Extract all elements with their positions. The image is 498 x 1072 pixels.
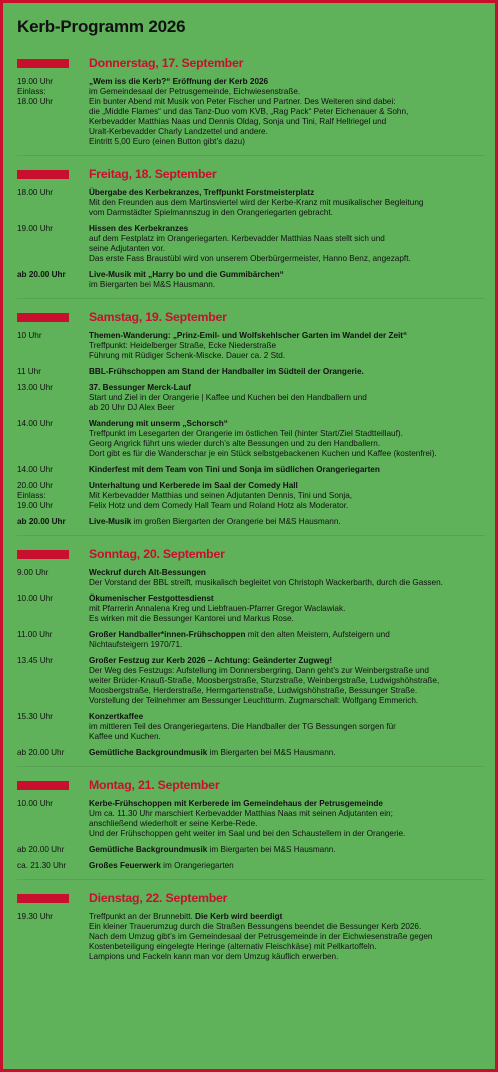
event-text: weiter Brüder-Knauß-Straße, Moosbergstraße, Sturzstraße, Weinbergstraße, Ludwigshöhstraße, bbox=[89, 676, 440, 685]
event-text: Nichtaufsteigern 1970/71. bbox=[89, 640, 183, 649]
event-description bbox=[89, 799, 485, 839]
event-line bbox=[89, 614, 485, 624]
event-line bbox=[89, 280, 485, 290]
event-text: im mittleren Teil des Orangeriegartens. Die Handballer der TG Bessungen sorgen für bbox=[89, 722, 396, 731]
event-line bbox=[89, 419, 485, 429]
event-time: 18.00 Uhr bbox=[17, 188, 53, 197]
event-time: 10 Uhr bbox=[17, 331, 42, 340]
event-line bbox=[89, 922, 485, 932]
event-description bbox=[89, 383, 485, 413]
event-description bbox=[89, 331, 485, 361]
event-time: 9.00 Uhr bbox=[17, 568, 49, 577]
event-text: Treffpunkt: Heidelberger Straße, Ecke Niederstraße bbox=[89, 341, 277, 350]
event-line bbox=[89, 341, 485, 351]
program-panel bbox=[3, 3, 495, 1069]
day-header bbox=[17, 307, 485, 327]
event-line bbox=[89, 517, 485, 527]
event-text: im großen Biergarten der Orangerie bei M&S Hausmann. bbox=[131, 517, 341, 526]
event-row bbox=[17, 912, 485, 962]
event-highlight: Gemütliche Backgroundmusik bbox=[89, 748, 208, 757]
red-bar-marker bbox=[17, 894, 69, 903]
event-line bbox=[89, 686, 485, 696]
day-section bbox=[17, 53, 485, 147]
event-time: 19.30 Uhr bbox=[17, 912, 53, 921]
event-line bbox=[89, 198, 485, 208]
red-bar-marker bbox=[17, 781, 69, 790]
event-text: Und der Frühschoppen geht weiter im Saal und bei den Schaustellern in der Orangerie. bbox=[89, 829, 406, 838]
red-bar-marker bbox=[17, 313, 69, 322]
event-text: Führung mit Rüdiger Schenk-Miscke. Dauer ca. 2 Std. bbox=[89, 351, 286, 360]
day-title: Sonntag, 20. September bbox=[89, 547, 225, 561]
event-text: im Gemeindesaal der Petrusgemeinde, Eichwiesenstraße. bbox=[89, 87, 301, 96]
event-line bbox=[89, 97, 485, 107]
event-row bbox=[17, 383, 485, 413]
event-line bbox=[89, 383, 485, 393]
event-time: 11.00 Uhr bbox=[17, 630, 53, 639]
event-description bbox=[89, 77, 485, 147]
event-line bbox=[89, 465, 485, 475]
event-line bbox=[89, 393, 485, 403]
event-line bbox=[89, 270, 485, 280]
event-line bbox=[89, 501, 485, 511]
event-text: ab 20 Uhr DJ Alex Beer bbox=[89, 403, 175, 412]
section-divider bbox=[17, 155, 485, 156]
event-line bbox=[89, 952, 485, 962]
event-text: Es wirken mit die Bessunger Kantorei und Markus Rose. bbox=[89, 614, 294, 623]
day-title: Donnerstag, 17. September bbox=[89, 56, 244, 70]
day-section bbox=[17, 888, 485, 962]
event-row bbox=[17, 712, 485, 742]
event-text: mit den alten Meistern, Aufsteigern und bbox=[245, 630, 390, 639]
event-line bbox=[89, 809, 485, 819]
event-row bbox=[17, 748, 485, 758]
event-line bbox=[89, 732, 485, 742]
event-text: Dort gibt es für die Wanderschar je ein Stück selbstgebackenen Kuchen und Kaffee (kostenfrei). bbox=[89, 449, 437, 458]
event-line bbox=[89, 244, 485, 254]
event-row bbox=[17, 481, 485, 511]
event-text: Das erste Fass Braustübl wird von unserem Oberbürgermeister, Hanno Benz, angezapft. bbox=[89, 254, 411, 263]
event-line bbox=[89, 819, 485, 829]
event-text: Treffpunkt im Lesegarten der Orangerie im östlichen Teil (hinter Start/Ziel Stadtteillauf). bbox=[89, 429, 403, 438]
event-text: Eintritt 5,00 Euro (einen Button gibt’s dazu) bbox=[89, 137, 245, 146]
event-line bbox=[89, 127, 485, 137]
event-time: 15.30 Uhr bbox=[17, 712, 53, 721]
event-text: im Biergarten bei M&S Hausmann. bbox=[207, 748, 336, 757]
event-line bbox=[89, 234, 485, 244]
section-divider bbox=[17, 298, 485, 299]
event-text: vom Darmstädter Spielmannszug in den Orangeriegarten gebracht. bbox=[89, 208, 333, 217]
event-time: 14.00 Uhr bbox=[17, 465, 53, 474]
event-row bbox=[17, 861, 485, 871]
event-line bbox=[89, 137, 485, 147]
event-row bbox=[17, 224, 485, 264]
event-time: 10.00 Uhr bbox=[17, 594, 53, 603]
event-description bbox=[89, 465, 485, 475]
event-highlight: Konzertkaffee bbox=[89, 712, 144, 721]
event-text: Kaffee und Kuchen. bbox=[89, 732, 161, 741]
event-highlight: Weckruf durch Alt-Bessungen bbox=[89, 568, 206, 577]
day-title: Freitag, 18. September bbox=[89, 167, 217, 181]
event-text: Ein bunter Abend mit Musik von Peter Fischer und Partner. Des Weiteren sind dabei: bbox=[89, 97, 396, 106]
event-line bbox=[89, 656, 485, 666]
event-row bbox=[17, 270, 485, 290]
event-row bbox=[17, 419, 485, 459]
event-line bbox=[89, 254, 485, 264]
event-line bbox=[89, 594, 485, 604]
day-header bbox=[17, 164, 485, 184]
day-section bbox=[17, 775, 485, 871]
event-line bbox=[89, 449, 485, 459]
event-row bbox=[17, 77, 485, 147]
event-description bbox=[89, 861, 485, 871]
event-line bbox=[89, 367, 485, 377]
event-line bbox=[89, 712, 485, 722]
event-text: Mit den Freunden aus dem Martinsviertel wird der Kerbe-Kranz mit musikalischer Begleitung bbox=[89, 198, 424, 207]
event-highlight: 37. Bessunger Merck-Lauf bbox=[89, 383, 191, 392]
event-text: Georg Angrick führt uns wieder durch’s alte Bessungen und zu den Handballern. bbox=[89, 439, 381, 448]
event-text: Start und Ziel in der Orangerie | Kaffee und Kuchen bei den Handballern und bbox=[89, 393, 367, 402]
event-text: Lampions und Fackeln kann man vor dem Umzug käuflich erwerben. bbox=[89, 952, 339, 961]
event-line bbox=[89, 666, 485, 676]
day-header bbox=[17, 888, 485, 908]
event-description bbox=[89, 481, 485, 511]
event-highlight: Gemütliche Backgroundmusik bbox=[89, 845, 208, 854]
red-bar-marker bbox=[17, 550, 69, 559]
event-row bbox=[17, 465, 485, 475]
day-list bbox=[17, 53, 485, 962]
event-line bbox=[89, 861, 485, 871]
event-time: ca. 21.30 Uhr bbox=[17, 861, 67, 870]
event-highlight: Kerbe-Frühschoppen mit Kerberede im Gemeindehaus der Petrusgemeinde bbox=[89, 799, 383, 808]
event-line bbox=[89, 722, 485, 732]
event-highlight: Die Kerb wird beerdigt bbox=[195, 912, 283, 921]
event-description bbox=[89, 367, 485, 377]
event-line bbox=[89, 604, 485, 614]
event-time: 14.00 Uhr bbox=[17, 419, 53, 428]
event-highlight: Großer Handballer*innen-Frühschoppen bbox=[89, 630, 246, 639]
event-highlight: Wanderung mit unserm „Schorsch“ bbox=[89, 419, 228, 428]
event-time: 19.00 Uhr Einlass: 18.00 Uhr bbox=[17, 77, 53, 106]
event-line bbox=[89, 224, 485, 234]
event-line bbox=[89, 188, 485, 198]
event-line bbox=[89, 87, 485, 97]
day-title: Montag, 21. September bbox=[89, 778, 220, 792]
event-row bbox=[17, 630, 485, 650]
event-description bbox=[89, 912, 485, 962]
event-line bbox=[89, 676, 485, 686]
event-time: ab 20.00 Uhr bbox=[17, 517, 66, 526]
event-line bbox=[89, 77, 485, 87]
event-text: Nach dem Umzug gibt’s im Gemeindesaal der Petrusgemeinde in der Eichwiesenstraße gegen bbox=[89, 932, 433, 941]
event-row bbox=[17, 517, 485, 527]
event-text: Treffpunkt an der Brunnebitt. bbox=[89, 912, 196, 921]
section-divider bbox=[17, 766, 485, 767]
event-highlight: Live-Musik bbox=[89, 517, 132, 526]
event-line bbox=[89, 331, 485, 341]
event-row bbox=[17, 799, 485, 839]
event-text: anschließend wiederholt er seine Kerbe-Rede. bbox=[89, 819, 258, 828]
event-time: 19.00 Uhr bbox=[17, 224, 53, 233]
day-header bbox=[17, 775, 485, 795]
event-description bbox=[89, 517, 485, 527]
event-line bbox=[89, 912, 485, 922]
event-highlight: BBL-Frühschoppen am Stand der Handballer im Südteil der Orangerie. bbox=[89, 367, 364, 376]
event-line bbox=[89, 630, 485, 640]
event-text: Vorstellung der Teilnehmer am Bessunger Leuchtturm. Zugmarschall: Wolfgang Emmerich. bbox=[89, 696, 419, 705]
event-highlight: Ökumenischer Festgottesdienst bbox=[89, 594, 214, 603]
event-line bbox=[89, 932, 485, 942]
event-highlight: Themen-Wanderung: „Prinz-Emil- und Wolfskehlscher Garten im Wandel der Zeit“ bbox=[89, 331, 408, 340]
event-line bbox=[89, 640, 485, 650]
event-highlight: „Wem iss die Kerb?“ Eröffnung der Kerb 2026 bbox=[89, 77, 269, 86]
event-line bbox=[89, 748, 485, 758]
event-text: seine Adjutanten vor. bbox=[89, 244, 166, 253]
event-row bbox=[17, 188, 485, 218]
event-text: auf dem Festplatz im Orangeriegarten. Kerbevadder Matthias Naas stellt sich und bbox=[89, 234, 385, 243]
event-description bbox=[89, 568, 485, 588]
event-text: Der Vorstand der BBL streift, musikalisch begleitet von Christoph Wackerbarth, durch die Gassen. bbox=[89, 578, 443, 587]
event-line bbox=[89, 942, 485, 952]
event-line bbox=[89, 481, 485, 491]
event-row bbox=[17, 656, 485, 706]
event-time: 13.00 Uhr bbox=[17, 383, 53, 392]
event-line bbox=[89, 429, 485, 439]
event-line bbox=[89, 117, 485, 127]
event-highlight: Großer Festzug zur Kerb 2026 – Achtung: Geänderter Zugweg! bbox=[89, 656, 333, 665]
event-highlight: Großes Feuerwerk bbox=[89, 861, 161, 870]
event-line bbox=[89, 845, 485, 855]
event-description bbox=[89, 270, 485, 290]
event-text: Kerbevadder Matthias Naas und Dennis Oldag, Sonja und Tini, Ralf Hellriegel und bbox=[89, 117, 387, 126]
event-highlight: Hissen des Kerbekranzes bbox=[89, 224, 189, 233]
day-section bbox=[17, 307, 485, 527]
event-description bbox=[89, 630, 485, 650]
event-line bbox=[89, 696, 485, 706]
event-description bbox=[89, 845, 485, 855]
day-header bbox=[17, 544, 485, 564]
event-time: 13.45 Uhr bbox=[17, 656, 53, 665]
day-title: Samstag, 19. September bbox=[89, 310, 227, 324]
event-text: im Biergarten bei M&S Hausmann. bbox=[89, 280, 216, 289]
event-highlight: Übergabe des Kerbekranzes, Treffpunkt Forstmeisterplatz bbox=[89, 188, 315, 197]
event-text: Kostenbeteiligung eingelegte Heringe (alternativ Fleischkäse) mit Pellkartoffeln. bbox=[89, 942, 377, 951]
event-text: Der Weg des Festzugs: Aufstellung im Donnersbergring, Dann geht’s zur Weinbergstraße und bbox=[89, 666, 429, 675]
event-description bbox=[89, 224, 485, 264]
event-time: ab 20.00 Uhr bbox=[17, 270, 66, 279]
event-line bbox=[89, 578, 485, 588]
event-text: Uralt-Kerbevadder Charly Landzettel und andere. bbox=[89, 127, 268, 136]
day-section bbox=[17, 164, 485, 290]
event-line bbox=[89, 829, 485, 839]
event-text: im Biergarten bei M&S Hausmann. bbox=[207, 845, 336, 854]
section-divider bbox=[17, 535, 485, 536]
event-time: 10.00 Uhr bbox=[17, 799, 53, 808]
event-time: 11 Uhr bbox=[17, 367, 41, 376]
day-section bbox=[17, 544, 485, 758]
section-divider bbox=[17, 879, 485, 880]
event-line bbox=[89, 491, 485, 501]
event-text: Um ca. 11.30 Uhr marschiert Kerbevadder Matthias Naas mit seinen Adjutanten ein; bbox=[89, 809, 393, 818]
event-line bbox=[89, 107, 485, 117]
day-header bbox=[17, 53, 485, 73]
event-line bbox=[89, 208, 485, 218]
event-text: im Orangeriegarten bbox=[160, 861, 234, 870]
event-description bbox=[89, 748, 485, 758]
event-highlight: Unterhaltung und Kerberede im Saal der Comedy Hall bbox=[89, 481, 298, 490]
event-highlight: Kinderfest mit dem Team von Tini und Sonja im südlichen Orangeriegarten bbox=[89, 465, 380, 474]
event-highlight: Live-Musik mit „Harry bo und die Gummibärchen“ bbox=[89, 270, 284, 279]
page-title: Kerb-Programm 2026 bbox=[17, 17, 186, 36]
event-text: Moosbergstraße, Herderstraße, Herrngartenstraße, Ludwigshöhstraße, Bessunger Straße. bbox=[89, 686, 418, 695]
event-description bbox=[89, 656, 485, 706]
event-description bbox=[89, 594, 485, 624]
event-row bbox=[17, 594, 485, 624]
event-time: 20.00 Uhr Einlass: 19.00 Uhr bbox=[17, 481, 53, 510]
event-description bbox=[89, 188, 485, 218]
red-bar-marker bbox=[17, 170, 69, 179]
day-title: Dienstag, 22. September bbox=[89, 891, 228, 905]
event-time: ab 20.00 Uhr bbox=[17, 845, 65, 854]
event-line bbox=[89, 439, 485, 449]
event-text: die „Middle Flames“ und das Tanz-Duo vom KVB, „Rag Pack“ Peter Eichenauer & Sohn, bbox=[89, 107, 409, 116]
event-time: ab 20.00 Uhr bbox=[17, 748, 65, 757]
red-bar-marker bbox=[17, 59, 69, 68]
event-row bbox=[17, 845, 485, 855]
event-row bbox=[17, 367, 485, 377]
event-text: Ein kleiner Trauerumzug durch die Straßen Bessungens beendet die Bessunger Kerb 2026. bbox=[89, 922, 422, 931]
event-row bbox=[17, 331, 485, 361]
event-text: Mit Kerbevadder Matthias und seinen Adjutanten Dennis, Tini und Sonja, bbox=[89, 491, 353, 500]
event-line bbox=[89, 403, 485, 413]
event-text: Felix Hotz und dem Comedy Hall Team und Roland Hotz als Moderator. bbox=[89, 501, 349, 510]
event-description bbox=[89, 419, 485, 459]
event-line bbox=[89, 351, 485, 361]
event-line bbox=[89, 568, 485, 578]
event-row bbox=[17, 568, 485, 588]
event-text: mit Pfarrerin Annalena Kreg und Liebfrauen-Pfarrer Gregor Waclawiak. bbox=[89, 604, 346, 613]
event-line bbox=[89, 799, 485, 809]
event-description bbox=[89, 712, 485, 742]
